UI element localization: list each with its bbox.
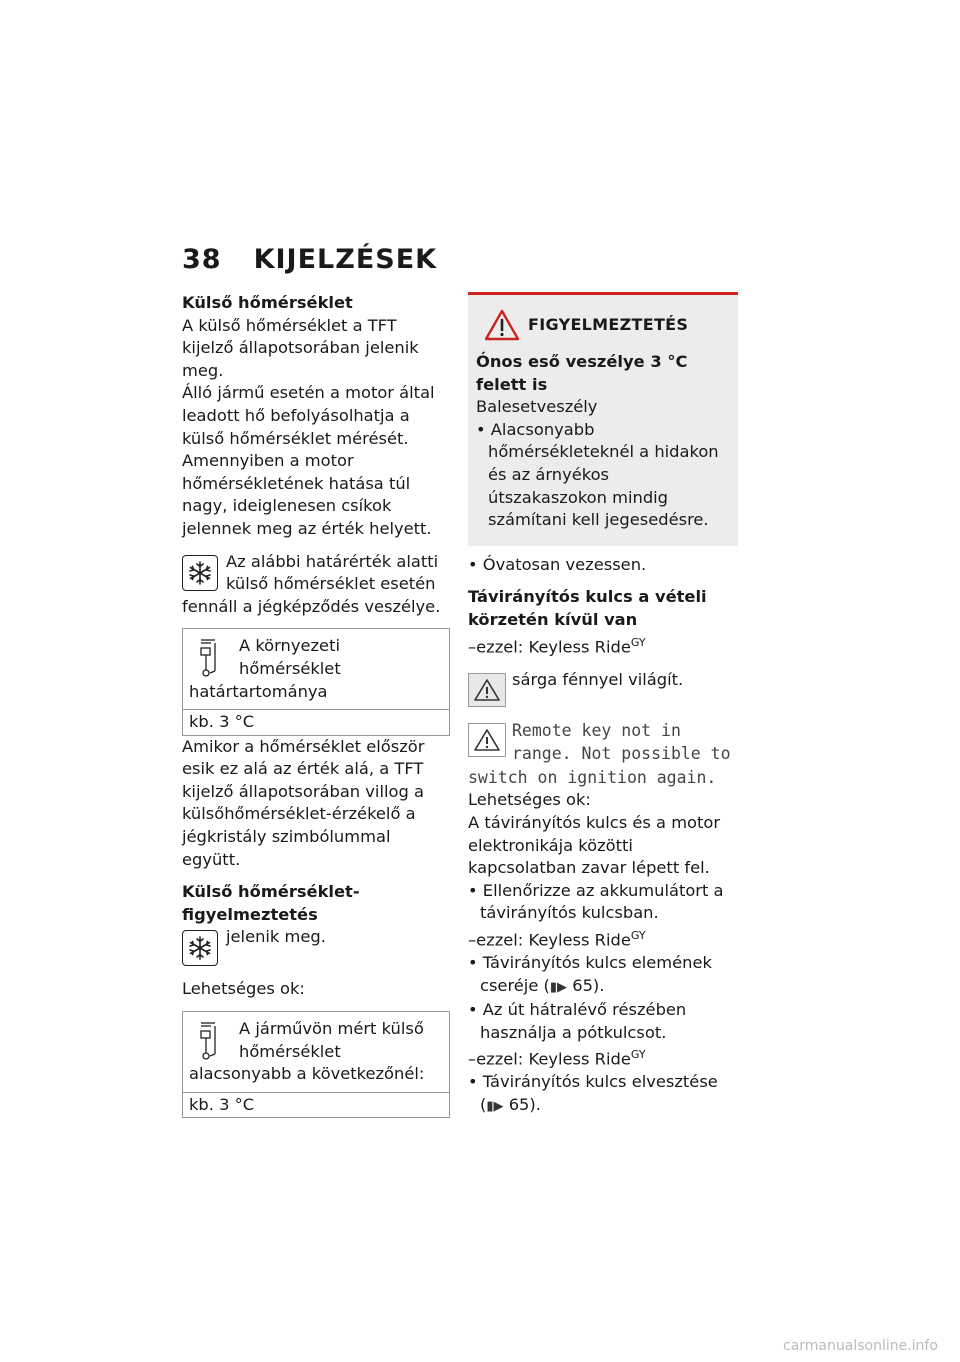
paragraph: Amikor a hőmérséklet először esik ez alá az érték alá, a TFT kijelző állapotsorában villog a külsőhőmérséklet-érzékelő a jégkristály szimbólummal együtt. — [182, 736, 425, 869]
warning-title: FIGYELMEZTETÉS — [528, 314, 689, 334]
warning-triangle-outline-icon — [468, 723, 506, 757]
bullet: • Az út hátralévő részében használja a pótkulcsot. — [468, 1000, 687, 1042]
thermometer-icon — [199, 1020, 229, 1060]
watermark: carmanualsonline.info — [783, 1338, 938, 1354]
table-label: A környezeti hőmérséklet határtartománya — [189, 636, 341, 701]
bullet: • Ellenőrizze az akkumulátort a távirányítós kulcsban. — [468, 880, 724, 923]
warning-icon-paragraph — [182, 926, 450, 968]
temperature-table — [182, 628, 450, 735]
page-ref-arrow-icon: ▮▶ — [486, 1098, 504, 1114]
heading-temp-warning: Külső hőmérséklet-figyelmeztetés — [182, 882, 360, 924]
yellow-light-paragraph — [468, 669, 738, 709]
right-column — [468, 292, 738, 1118]
paragraph: Az alábbi határérték alatti külső hőmérséklet esetén fennáll a jégképződés veszélye. — [182, 551, 441, 616]
paragraph: A külső hőmérséklet a TFT kijelző állapotsorában jelenik meg. — [182, 315, 419, 380]
temperature-table-2 — [182, 1011, 450, 1118]
thermometer-icon — [199, 637, 229, 677]
keyless-line: –ezzel: Keyless Ride$^{GY}$ — [468, 1048, 646, 1069]
warning-light-icon — [468, 673, 506, 707]
table-label: A járművön mért külső hőmérséklet alacsonyabb a következőnél: — [189, 1019, 425, 1084]
paragraph: A távirányítós kulcs és a motor elektronikája közötti kapcsolatban zavar lépett fel. — [468, 812, 721, 878]
warning-sub: Balesetveszély — [476, 397, 598, 417]
table-value: kb. 3 °C — [189, 1094, 255, 1114]
paragraph: Lehetséges ok: — [468, 790, 591, 810]
snowflake-icon — [182, 930, 218, 966]
page-header — [182, 244, 437, 275]
paragraph: sárga fénnyel világít. — [512, 669, 684, 689]
keyless-line: –ezzel: Keyless Ride$^{GY}$ — [468, 635, 646, 656]
display-message: Remote key not in range. Not possible to switch on ignition again. — [468, 720, 731, 787]
ice-warning-paragraph — [182, 551, 450, 619]
warning-box — [468, 292, 738, 546]
paragraph: Lehetséges ok: — [182, 979, 305, 999]
heading-remote-key: Távirányítós kulcs a vételi körzetén kívül van — [468, 587, 707, 629]
snowflake-icon — [182, 555, 218, 591]
bullet: • Távirányítós kulcs elemének cseréje (▮▶ 65). — [468, 952, 712, 995]
bullet-drive: • Óvatosan vezessen. — [468, 554, 647, 574]
paragraph: jelenik meg. — [226, 927, 326, 947]
bullet: • Távirányítós kulcs elvesztése (▮▶ 65). — [468, 1072, 718, 1114]
page-title: KIJELZÉSEK — [253, 244, 438, 275]
page-ref-arrow-icon: ▮▶ — [549, 979, 568, 995]
keyless-line: –ezzel: Keyless Ride$^{GY}$ — [468, 928, 646, 950]
heading-outside-temp: Külső hőmérséklet — [182, 293, 353, 312]
display-message-paragraph — [468, 719, 738, 790]
warning-heading: Ónos eső veszélye 3 °C felett is — [476, 352, 688, 394]
paragraph: Álló jármű esetén a motor által leadott hő befolyásolhatja a külső hőmérséklet mérését. Amennyiben a motor hőmérsékletének hatása túl nagy, ideiglenesen csíkok jelennek meg az érték helyett. — [182, 383, 435, 538]
left-column — [182, 292, 450, 1118]
warning-triangle-icon — [484, 309, 520, 341]
warning-bullet: • Alacsonyabb hőmérsékleteknél a hidakon és az árnyékos útszakaszokon mindig számítani kell jegesedésre. — [476, 419, 719, 530]
table-value: kb. 3 °C — [189, 712, 255, 732]
page-number: 38 — [182, 244, 222, 275]
